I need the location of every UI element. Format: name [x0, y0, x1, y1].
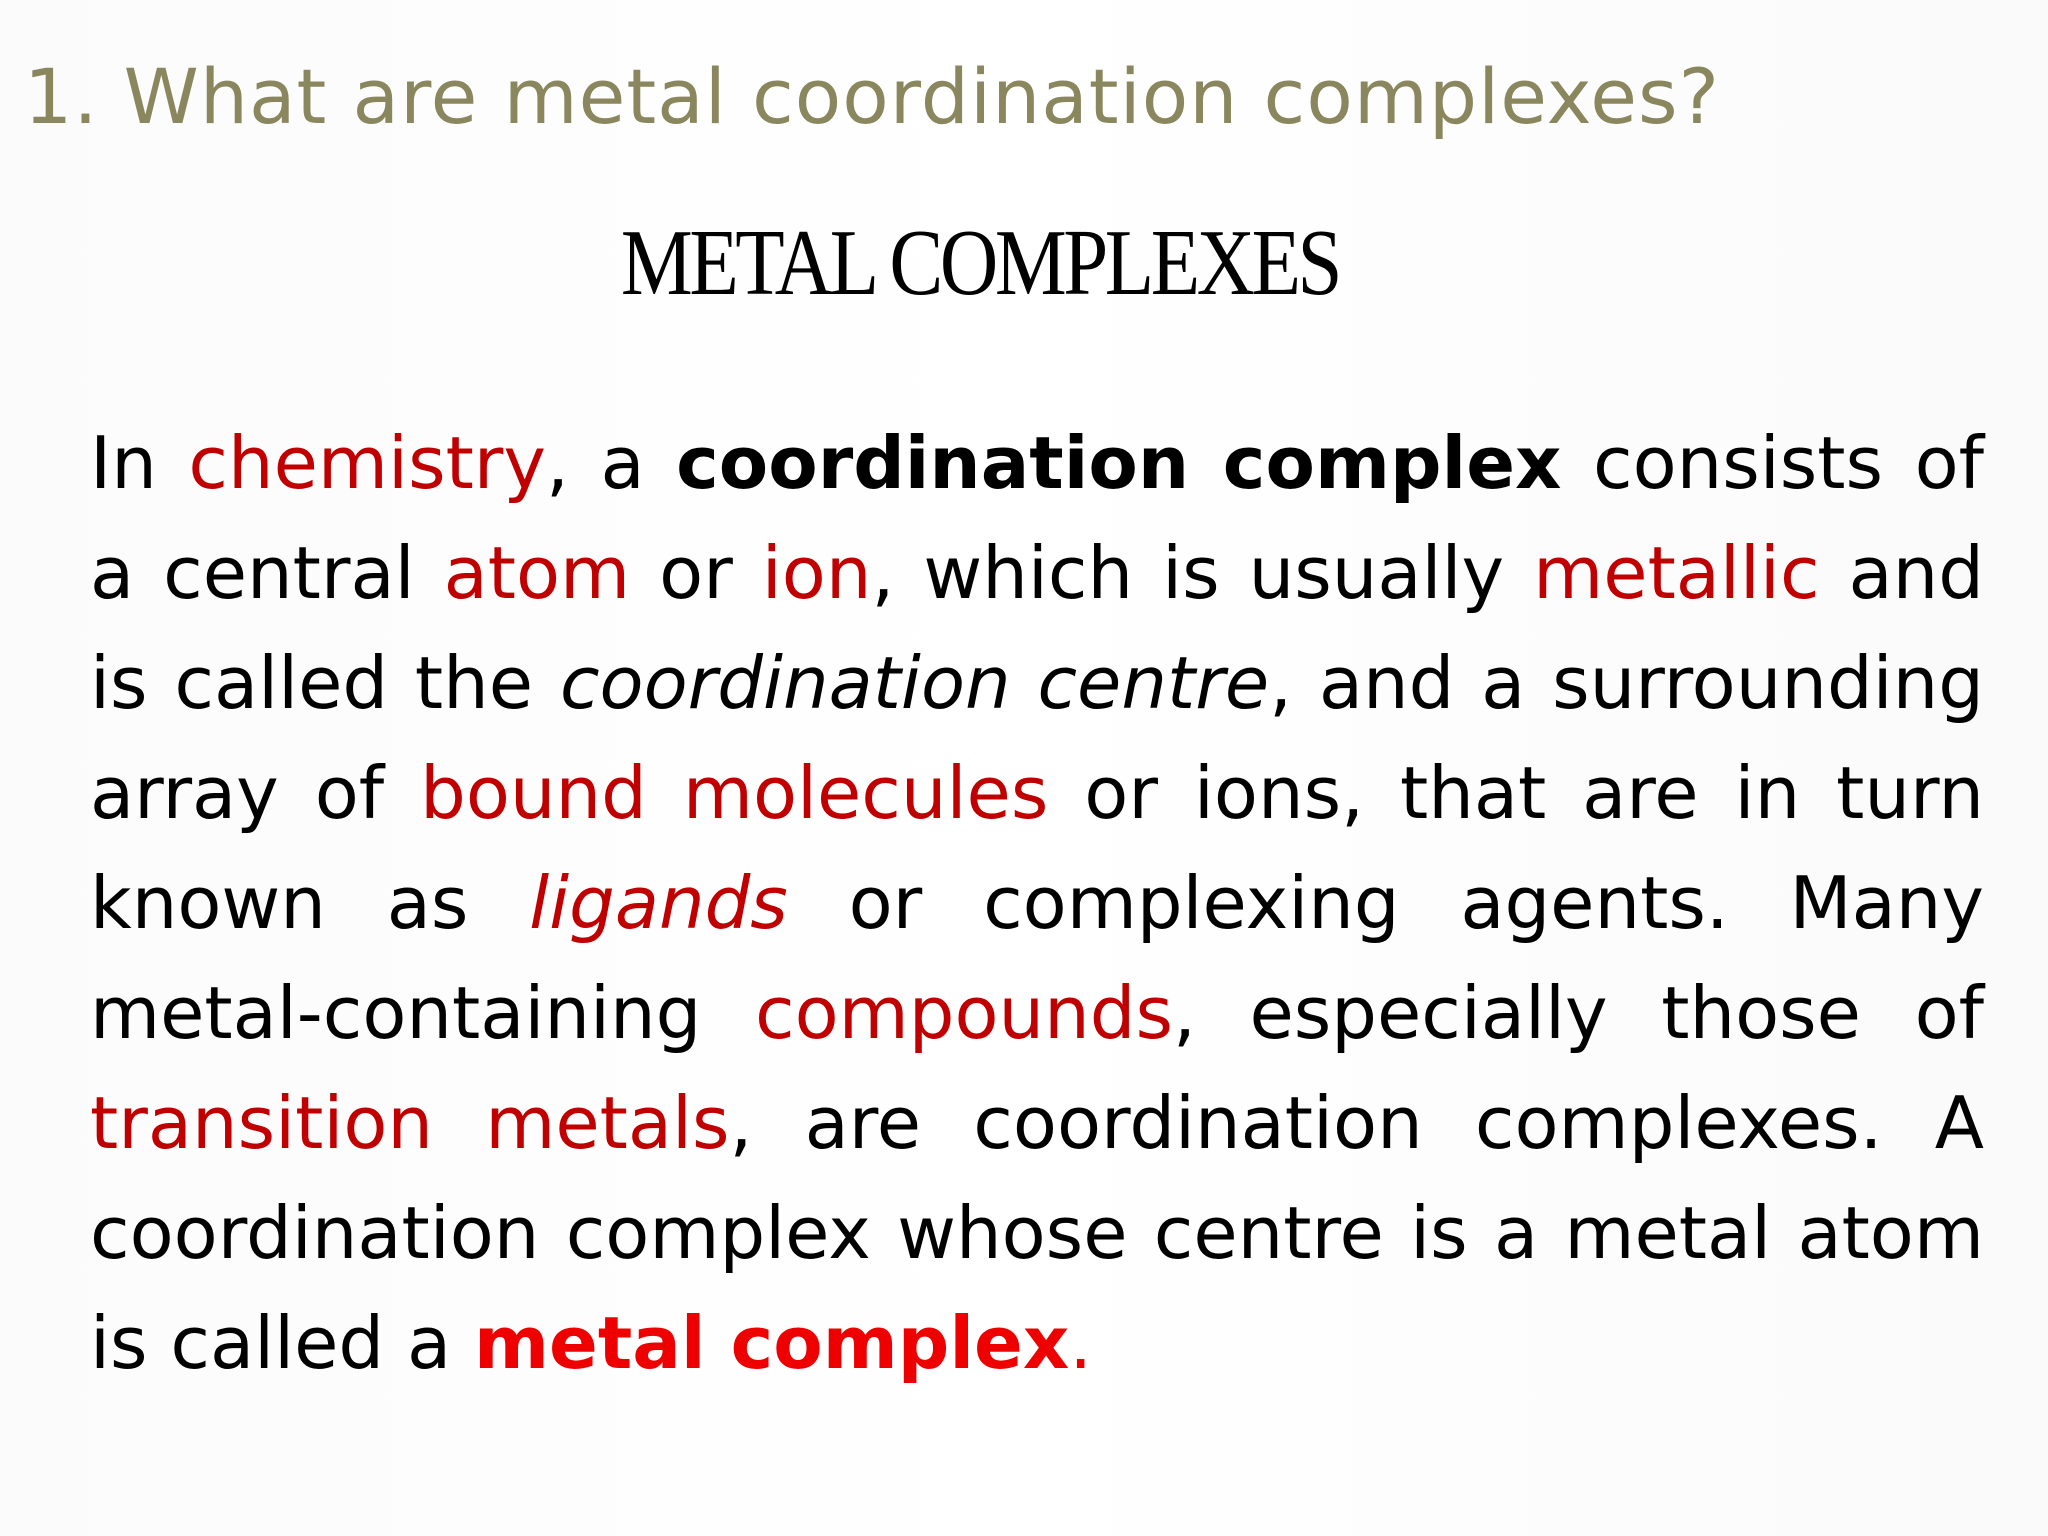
linked-term: ion	[761, 531, 872, 615]
text-run: or ions, that are in turn known as	[90, 751, 1984, 945]
text-run: , a	[546, 421, 677, 505]
question-title: 1. What are metal coordination complexes?	[24, 52, 1720, 141]
text-run: , are coordination complexes. A coordination complex whose centre is a metal atom is called a	[90, 1081, 1984, 1385]
text-run: , which is usually	[871, 531, 1534, 615]
linked-italic-term: ligands	[529, 861, 788, 945]
linked-term: compounds	[754, 971, 1173, 1055]
text-run: or complexing agents. Many metal-containing	[90, 861, 1985, 1055]
linked-term: chemistry	[188, 421, 547, 505]
linked-term: bound molecules	[420, 751, 1049, 835]
body-paragraph	[90, 408, 1984, 1398]
slide-heading: METAL COMPLEXES	[620, 211, 1340, 315]
linked-term: atom	[443, 531, 631, 615]
text-run: and is called the	[90, 531, 1984, 725]
bold-term: coordination complex	[676, 421, 1562, 505]
italic-term: coordination centre	[559, 641, 1270, 725]
text-run: , especially those of	[1173, 971, 1984, 1055]
linked-term: transition metals	[90, 1081, 730, 1165]
text-run: consists of a central	[90, 421, 1984, 615]
highlighted-term: metal complex	[474, 1301, 1070, 1385]
text-run: , and a surrounding array of	[90, 641, 1985, 835]
highlighted-punctuation: .	[1069, 1301, 1093, 1385]
linked-term: metallic	[1533, 531, 1820, 615]
text-run: or	[630, 531, 762, 615]
text-run: In	[90, 421, 189, 505]
